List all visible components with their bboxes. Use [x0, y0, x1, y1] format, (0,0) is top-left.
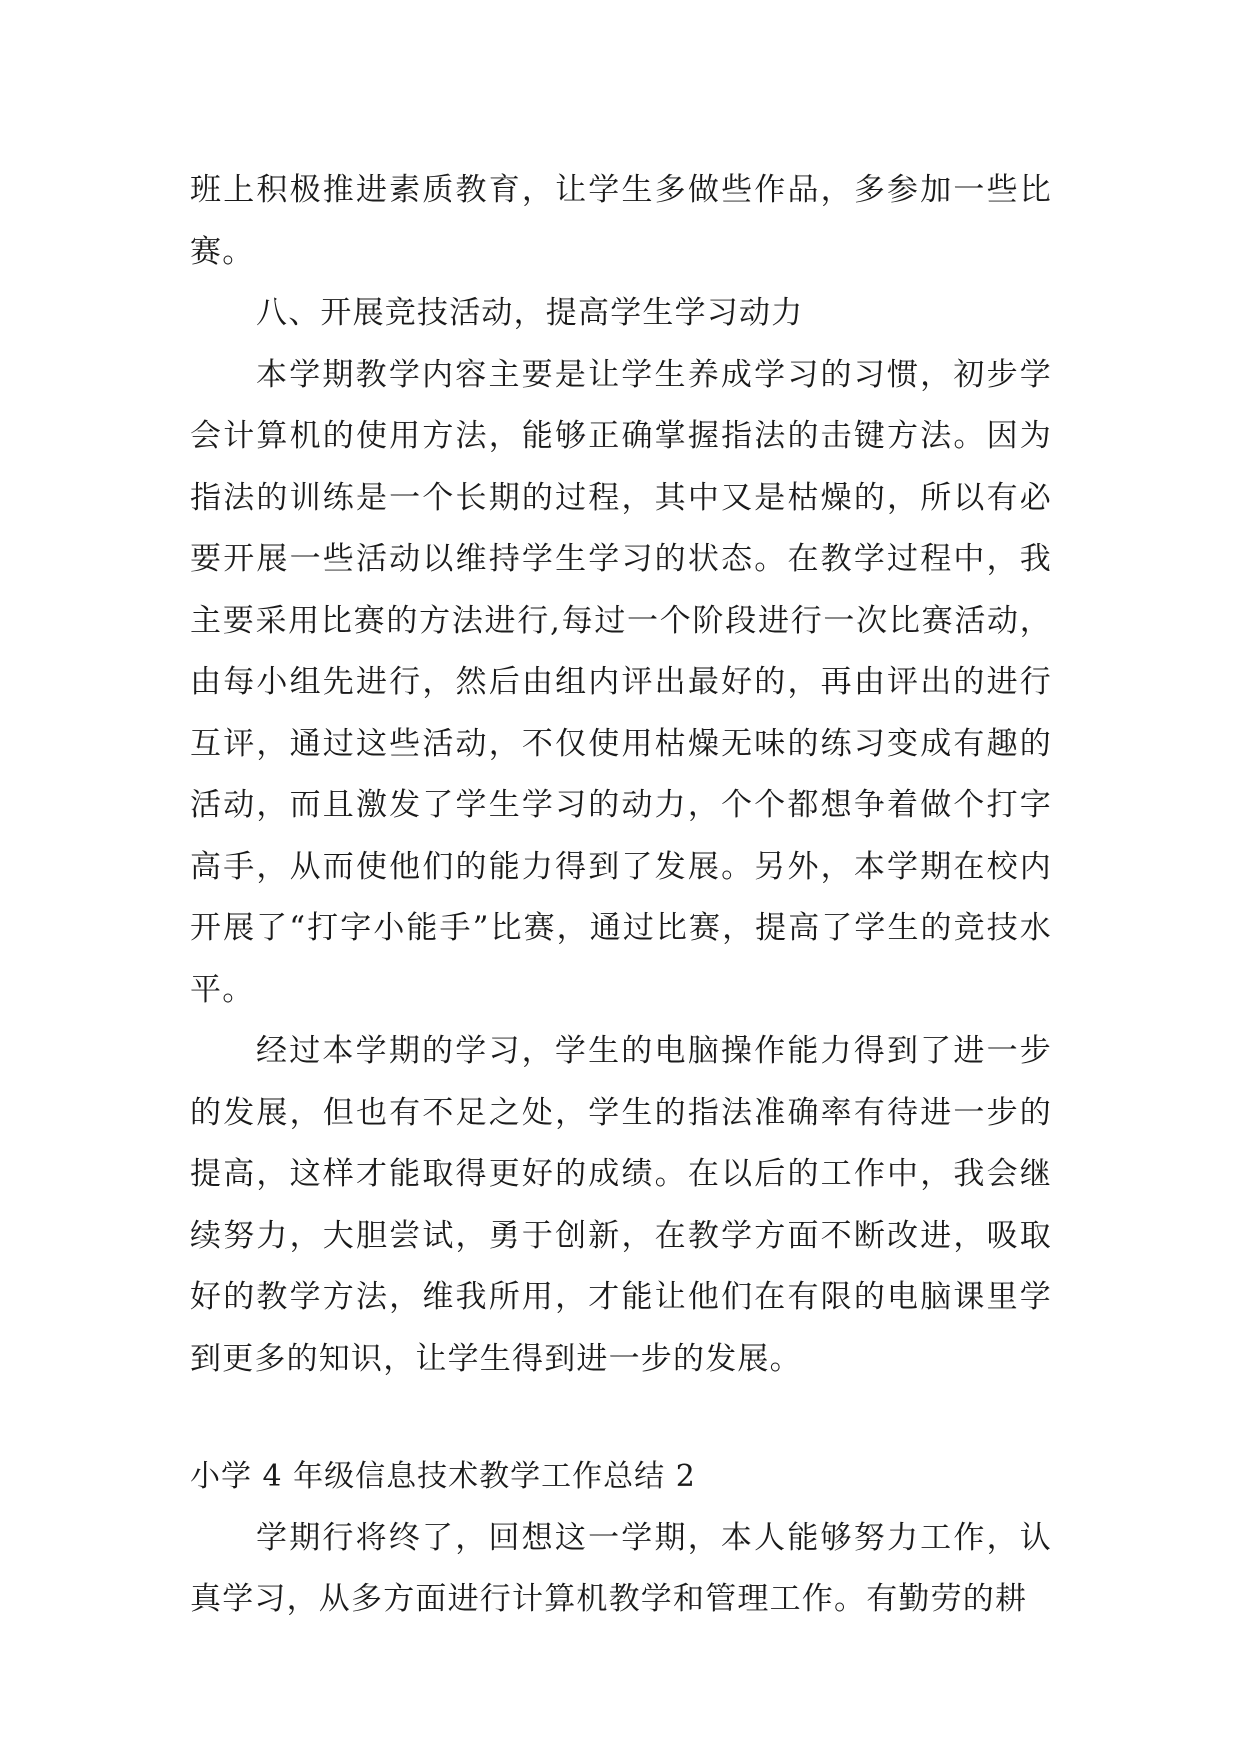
paragraph-summary-intro: 学期行将终了，回想这一学期，本人能够努力工作，认真学习，从多方面进行计算机教学和管理工作。有勤劳的耕 — [190, 1519, 1052, 1617]
paragraph-conclusion: 经过本学期的学习，学生的电脑操作能力得到了进一步的发展，但也有不足之处，学生的指法准确率有待进一步的提高，这样才能取得更好的成绩。在以后的工作中，我会继续努力，大胆尝试，勇于创新，在教学方面不断改进，吸取好的教学方法，维我所用，才能让他们在有限的电脑课里学到更多的知识，让学生得到进一步的发展。 — [190, 1033, 1052, 1377]
section-spacer — [190, 1390, 1052, 1446]
summary-title: 小学 4 年级信息技术教学工作总结 2 — [190, 1459, 696, 1494]
section-heading-eight: 八、开展竞技活动，提高学生学习动力 — [256, 295, 804, 331]
paragraph-competition: 本学期教学内容主要是让学生养成学习的习惯，初步学会计算机的使用方法，能够正确掌握指法的击键方法。因为指法的训练是一个长期的过程，其中又是枯燥的，所以有必要开展一些活动以维持学生学习的状态。在教学过程中，我主要采用比赛的方法进行,每过一个阶段进行一次比赛活动，由每小组先进行，然后由组内评出最好的，再由评出的进行互评，通过这些活动，不仅使用枯燥无味的练习变成有趣的活动，而且激发了学生学习的动力，个个都想争着做个打字高手，从而使他们的能力得到了发展。另外，本学期在校内开展了“打字小能手”比赛，通过比赛，提高了学生的竞技水平。 — [190, 356, 1052, 1008]
paragraph-continuation: 班上积极推进素质教育，让学生多做些作品，多参加一些比赛。 — [190, 172, 1052, 270]
document-page — [190, 160, 1052, 1631]
